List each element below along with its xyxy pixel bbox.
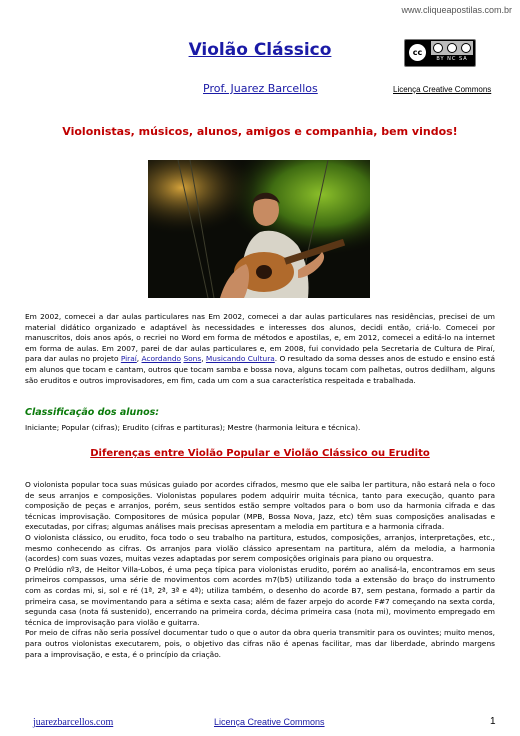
section-paragraph: O violonista clássico, ou erudito, foca todo o seu trabalho na partitura, estudos, composições, arranjos, interpretações, etc., mesmo conhecendo as cifras. Os arranjos para violão clássico apresentam na partitura, além da melodia, a harmonia (acordes) com suas vozes, muitas vezes adaptadas por serem composições originais para piano ou orquestra.: [25, 532, 495, 564]
by-icon: [433, 43, 443, 53]
intro-text-end: . O resultado da soma desses anos de estudo e ensino está em alunos que tocam e cantam, outros que tocam samba e bossa nova, alguns tocam com palhetas, outros dedilham, alguns são eruditos e outros improvisadores, em fim, cada um com a sua característica respeitada e trabalhada.: [25, 354, 495, 385]
intro-paragraph: [25, 312, 495, 386]
link-sons[interactable]: Sons: [183, 354, 202, 364]
author-link[interactable]: Prof. Juarez Barcellos: [203, 82, 318, 95]
welcome-heading: Violonistas, músicos, alunos, amigos e companhia, bem vindos!: [62, 125, 458, 138]
footer-site-link[interactable]: juarezbarcellos.com: [33, 717, 114, 728]
page-number: 1: [490, 716, 496, 727]
section-paragraph: O violonista popular toca suas músicas guiado por acordes cifrados, mesmo que ele saiba ler partitura, não estará nela o foco de seus arranjos e composições. Violonistas populares podem adquirir muita técnica, tanto para execução, quanto para composição de peças e arranjos, porém, seus sentidos estão sempre voltados para o bom uso da harmonia cifrada e das técnicas improvisação. Compositores de música popular (MPB, Bossa Nova, Jazz, etc) têm suas composições analisadas e executadas, por cifras; algumas análises mais precisas apresentam a melodia em partitura e a harmonia cifrada.: [25, 480, 495, 532]
section-body: [25, 480, 495, 660]
page-title-link[interactable]: Violão Clássico: [188, 40, 332, 60]
classification-list: Iniciante; Popular (cifras); Erudito (cifras e partituras); Mestre (harmonia leitura e técnica).: [25, 423, 361, 432]
site-url: www.cliqueapostilas.com.br: [401, 5, 512, 15]
intro-text: Em 2002, comecei a dar aulas particulares nas Em 2002, comecei a dar aulas particulares nas residências, precisei de um material didático organizado e adaptável às necessidades e interesses dos alunos, decidi então, criá-lo. Comecei por manuscritos, dois anos após, o recriei no Word em forma de métodos e apostilas, e, em 2012, comecei a editá-lo na internet em forma de aulas. Em 2007, parei de dar aulas particulares e, em 2008, fui convidado pela Secretaria de Cultura de Piraí, para dar aulas no projeto: [25, 312, 495, 364]
link-acordando[interactable]: Acordando: [141, 354, 182, 364]
noncommercial-icon: [447, 43, 457, 53]
cc-terms-icons: [431, 41, 473, 55]
section-heading: Diferenças entre Violão Popular e Violão Clássico ou Erudito: [90, 448, 430, 459]
link-musicando-cultura[interactable]: Musicando Cultura: [205, 354, 275, 364]
license-link[interactable]: Licença Creative Commons: [393, 85, 492, 94]
sharealike-icon: [461, 43, 471, 53]
guitarist-photo: [148, 160, 370, 298]
section-paragraph: O Prelúdio nº3, de Heitor Villa-Lobos, é uma peça típica para violonistas erudito, porém ao analisá-la, encontramos em seus primeiros compassos, uma série de movimentos com acordes m7(b5) utilizando toda a extensão do braço do instrumento com as cordas mi, si, sol e ré (1ª, 2ª, 3ª e 4ª); utiliza também, o desenho do acorde B7, sem pestana, formado a partir da primeira casa, se movimentando para a sétima e sexta casa; além de fazer arpejo do acorde F#7 começando na sexta corda, segunda casa (nota fá sustenido), encerrando na primeira corda, décima primeira casa (nota mi), movimento empregado em técnica de improvisação para violão e guitarra.: [25, 564, 495, 627]
link-pirai[interactable]: Piraí: [120, 354, 137, 364]
intro-separator: ,: [201, 354, 206, 364]
intro-separator: ,: [136, 354, 142, 364]
cc-terms-text: BY NC SA: [436, 56, 468, 62]
section-paragraph: Por meio de cifras não seria possível documentar tudo o que o autor da obra queria transmitir para os ouvintes; muito menos, para outros violonistas executarem, pois, o objetivo das cifras não é apenas facilitar, mas dar liberdade, abrindo margens para a improvisação, e esta, é o princípio da criação.: [25, 628, 495, 659]
classification-heading: Classificação dos alunos:: [25, 407, 160, 418]
footer-license-link[interactable]: Licença Creative Commons: [214, 717, 325, 727]
cc-logo-icon: cc: [407, 42, 428, 63]
creative-commons-badge-icon[interactable]: [404, 39, 476, 67]
